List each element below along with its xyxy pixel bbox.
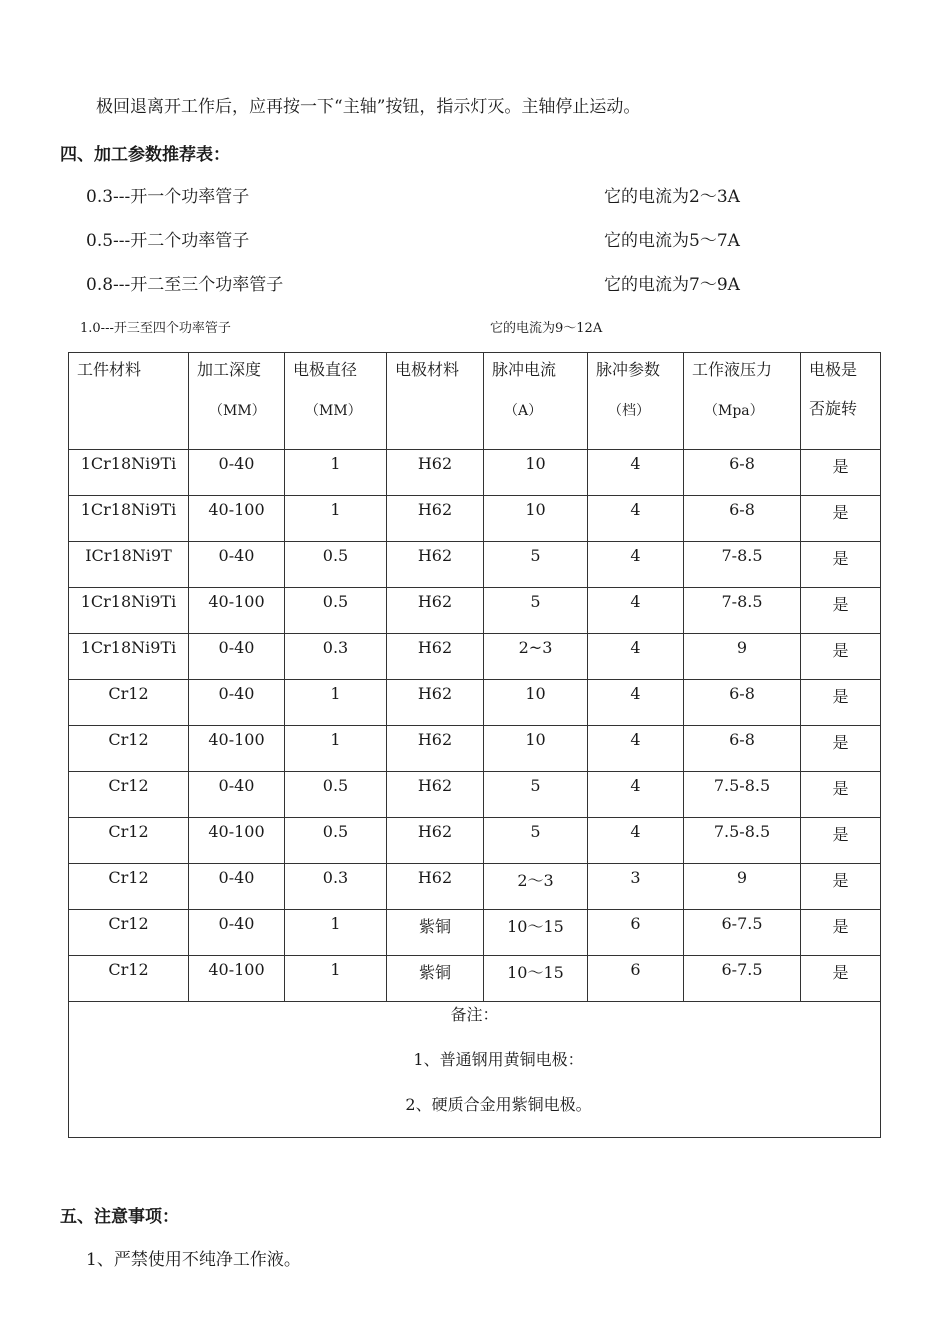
table-cell: 7.5-8.5 — [684, 772, 801, 818]
table-cell: 4 — [588, 450, 684, 496]
table-cell: H62 — [387, 450, 484, 496]
param-line-1-left: 0.3---开一个功率管子 — [86, 187, 250, 207]
table-cell: H62 — [387, 818, 484, 864]
table-cell: 是 — [801, 726, 881, 772]
table-row — [69, 956, 881, 1002]
table-cell: 是 — [801, 772, 881, 818]
table-cell: 4 — [588, 680, 684, 726]
table-row — [69, 726, 881, 772]
table-cell: 1Cr18Ni9Ti — [69, 450, 189, 496]
table-cell: H62 — [387, 726, 484, 772]
table-cell: 0-40 — [189, 634, 285, 680]
table-cell: 3 — [588, 864, 684, 910]
table-cell: 5 — [484, 818, 588, 864]
table-row — [69, 542, 881, 588]
table-row — [69, 818, 881, 864]
table-row — [69, 450, 881, 496]
table-cell: 10 — [484, 450, 588, 496]
table-cell: 4 — [588, 542, 684, 588]
header-rotation: 电极是 否旋转 — [801, 353, 881, 450]
table-cell: 6-8 — [684, 496, 801, 542]
table-cell: 40-100 — [189, 496, 285, 542]
table-cell: Cr12 — [69, 956, 189, 1002]
table-cell: 是 — [801, 864, 881, 910]
table-cell: 是 — [801, 542, 881, 588]
table-cell: Cr12 — [69, 680, 189, 726]
table-cell: Cr12 — [69, 910, 189, 956]
table-cell: 是 — [801, 450, 881, 496]
param-line-4-right: 它的电流为9～12A — [490, 321, 603, 336]
table-cell: 1Cr18Ni9Ti — [69, 588, 189, 634]
table-cell: 4 — [588, 588, 684, 634]
table-row — [69, 864, 881, 910]
table-cell: 10～15 — [484, 956, 588, 1002]
table-cell: 1 — [285, 956, 387, 1002]
table-cell: H62 — [387, 864, 484, 910]
table-cell: 0.5 — [285, 772, 387, 818]
param-line-3-left: 0.8---开二至三个功率管子 — [86, 275, 284, 295]
table-cell: 6-7.5 — [684, 956, 801, 1002]
table-cell: Cr12 — [69, 726, 189, 772]
table-cell: 0.5 — [285, 542, 387, 588]
table-cell: 是 — [801, 496, 881, 542]
table-row — [69, 680, 881, 726]
table-cell: Cr12 — [69, 772, 189, 818]
table-cell: 0-40 — [189, 450, 285, 496]
table-cell: 4 — [588, 496, 684, 542]
table-cell: 0.3 — [285, 864, 387, 910]
table-cell: 6-8 — [684, 726, 801, 772]
table-cell: 4 — [588, 818, 684, 864]
parameter-table — [68, 352, 881, 1138]
param-line-4-left: 1.0---开三至四个功率管子 — [80, 321, 231, 336]
table-cell: 1 — [285, 680, 387, 726]
table-cell: 0.5 — [285, 818, 387, 864]
param-line-2-left: 0.5---开二个功率管子 — [86, 231, 250, 251]
table-cell: 是 — [801, 634, 881, 680]
table-row — [69, 496, 881, 542]
header-diameter: 电极直径 （MM） — [285, 353, 387, 450]
table-cell: 7.5-8.5 — [684, 818, 801, 864]
table-cell: 10 — [484, 726, 588, 772]
table-cell: 10～15 — [484, 910, 588, 956]
table-cell: Cr12 — [69, 864, 189, 910]
table-cell: 0.3 — [285, 634, 387, 680]
table-cell: 1 — [285, 450, 387, 496]
table-cell: 0.5 — [285, 588, 387, 634]
table-cell: 5 — [484, 588, 588, 634]
table-row — [69, 634, 881, 680]
table-cell: 1Cr18Ni9Ti — [69, 634, 189, 680]
table-cell: 40-100 — [189, 588, 285, 634]
table-cell: 4 — [588, 726, 684, 772]
table-cell: 9 — [684, 634, 801, 680]
table-cell: ICr18Ni9T — [69, 542, 189, 588]
table-cell: 6-7.5 — [684, 910, 801, 956]
table-cell: Cr12 — [69, 818, 189, 864]
table-cell: 紫铜 — [387, 956, 484, 1002]
table-cell: 40-100 — [189, 726, 285, 772]
intro-paragraph: 极回退离开工作后，应再按一下“主轴”按钮，指示灯灭。主轴停止运动。 — [96, 97, 641, 117]
table-cell: 6-8 — [684, 680, 801, 726]
note-title: 备注： — [450, 1005, 499, 1024]
table-cell: H62 — [387, 680, 484, 726]
note-item-2: 2、硬质合金用紫铜电极。 — [405, 1095, 592, 1114]
table-cell: 是 — [801, 956, 881, 1002]
table-cell: 是 — [801, 818, 881, 864]
header-electrode-material: 电极材料 — [387, 353, 484, 450]
table-cell: 10 — [484, 496, 588, 542]
table-cell: 5 — [484, 772, 588, 818]
header-material: 工件材料 — [69, 353, 189, 450]
table-cell: H62 — [387, 542, 484, 588]
table-note-row — [69, 1002, 881, 1138]
note-item-1: 1、普通钢用黄铜电极： — [413, 1050, 584, 1069]
table-header-row — [69, 353, 881, 450]
param-line-2-right: 它的电流为5～7A — [604, 231, 740, 251]
table-cell: 紫铜 — [387, 910, 484, 956]
table-cell: 4 — [588, 772, 684, 818]
table-cell: 是 — [801, 588, 881, 634]
table-cell: 10 — [484, 680, 588, 726]
table-cell: H62 — [387, 588, 484, 634]
header-pulse-current: 脉冲电流 （A） — [484, 353, 588, 450]
table-cell: 7-8.5 — [684, 542, 801, 588]
table-cell: H62 — [387, 634, 484, 680]
table-cell: 0-40 — [189, 910, 285, 956]
table-cell: H62 — [387, 496, 484, 542]
table-cell: 6 — [588, 956, 684, 1002]
table-cell: 0-40 — [189, 542, 285, 588]
table-cell: 1 — [285, 910, 387, 956]
table-cell: 1 — [285, 496, 387, 542]
table-cell: 6-8 — [684, 450, 801, 496]
param-line-1-right: 它的电流为2～3A — [604, 187, 740, 207]
table-cell: 0-40 — [189, 772, 285, 818]
table-cell: 0-40 — [189, 864, 285, 910]
table-cell: 是 — [801, 680, 881, 726]
table-row — [69, 910, 881, 956]
table-cell: 40-100 — [189, 818, 285, 864]
table-cell: 是 — [801, 910, 881, 956]
table-row — [69, 772, 881, 818]
table-cell: 6 — [588, 910, 684, 956]
table-cell: 1Cr18Ni9Ti — [69, 496, 189, 542]
table-cell: 7-8.5 — [684, 588, 801, 634]
note-cell — [69, 1002, 881, 1138]
section4-heading: 四、加工参数推荐表： — [60, 145, 230, 165]
table-row — [69, 588, 881, 634]
table-cell: H62 — [387, 772, 484, 818]
table-cell: 2~3 — [484, 634, 588, 680]
table-cell: 40-100 — [189, 956, 285, 1002]
section5-heading: 五、注意事项： — [60, 1207, 179, 1227]
header-fluid-pressure: 工作液压力 （Mpa） — [684, 353, 801, 450]
param-line-3-right: 它的电流为7～9A — [604, 275, 740, 295]
table-cell: 5 — [484, 542, 588, 588]
table-cell: 1 — [285, 726, 387, 772]
table-cell: 2～3 — [484, 864, 588, 910]
section5-item-1: 1、严禁使用不纯净工作液。 — [86, 1250, 301, 1270]
header-pulse-param: 脉冲参数 （档） — [588, 353, 684, 450]
table-cell: 4 — [588, 634, 684, 680]
table-cell: 9 — [684, 864, 801, 910]
header-depth: 加工深度 （MM） — [189, 353, 285, 450]
table-cell: 0-40 — [189, 680, 285, 726]
